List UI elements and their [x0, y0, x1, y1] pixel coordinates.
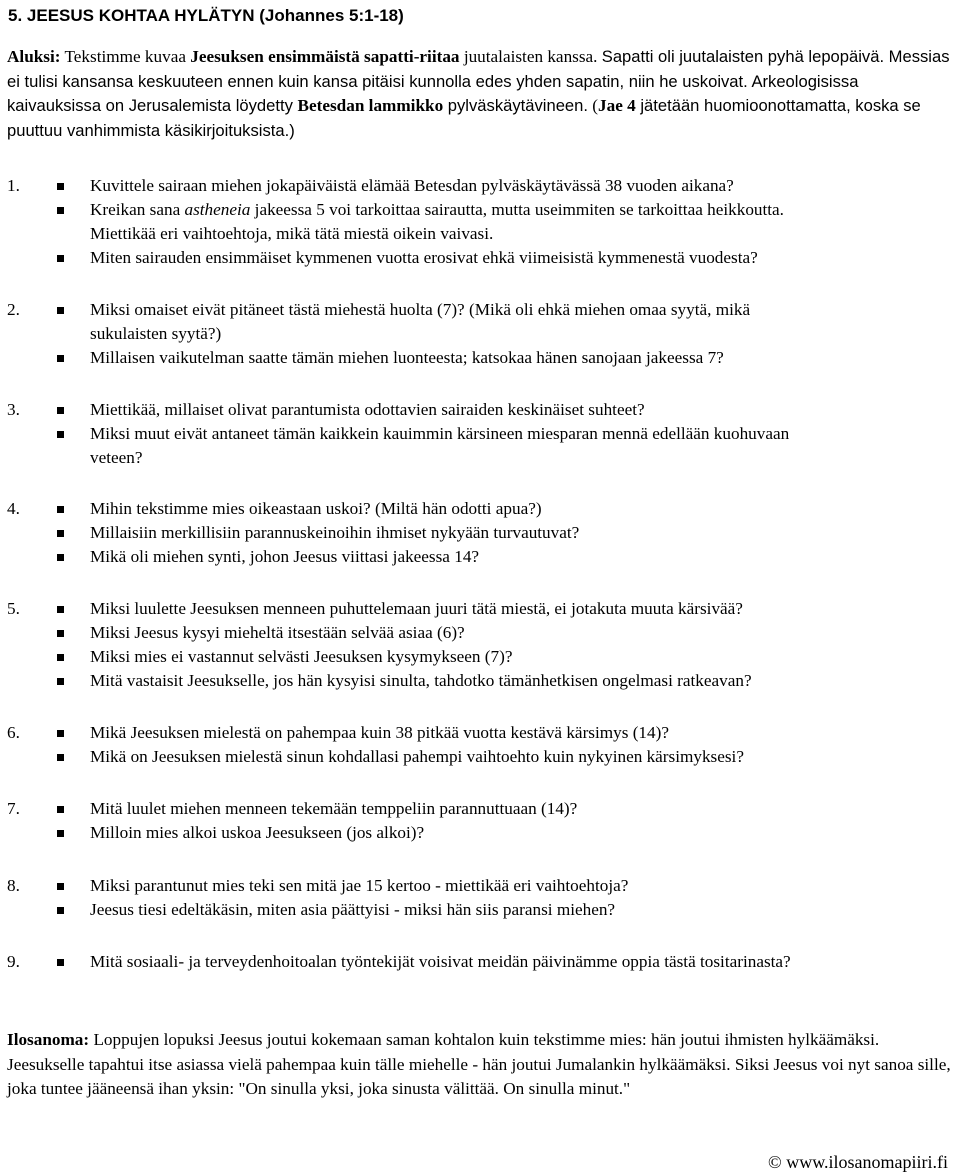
- square-bullet-icon: [57, 959, 64, 966]
- square-bullet-icon: [57, 606, 64, 613]
- intro-text: (: [588, 96, 599, 115]
- question-text: Jeesus tiesi edeltäkäsin, miten asia päättyisi - miksi hän siis paransi miehen?: [90, 900, 616, 919]
- question-text-part: Kreikan sana: [90, 200, 185, 219]
- question-number: 8.: [7, 876, 20, 895]
- question-text: Mitä vastaisit Jeesukselle, jos hän kysyisi sinulta, tahdotko tämänhetkisen ongelmasi ratkeavan?: [90, 671, 752, 690]
- question-text: sukulaisten syytä?): [90, 324, 222, 343]
- footer-copyright-link[interactable]: © www.ilosanomapiiri.fi: [768, 1152, 948, 1172]
- square-bullet-icon: [57, 654, 64, 661]
- question-text: veteen?: [90, 448, 143, 467]
- square-bullet-icon: [57, 183, 64, 190]
- question-text: Mihin tekstimme mies oikeastaan uskoi? (Miltä hän odotti apua?): [90, 499, 542, 518]
- question-text: Mikä Jeesuksen mielestä on pahempaa kuin 38 pitkää vuotta kestävä kärsimys (14)?: [90, 723, 669, 742]
- question-text: Miksi mies ei vastannut selvästi Jeesuksen kysymykseen (7)?: [90, 647, 513, 666]
- intro-sans-text: jätetään huomioonottamatta, koska se puuttuu vanhimmista käsikirjoituksista.): [7, 96, 921, 140]
- question-text: Miksi Jeesus kysyi mieheltä itsestään selvää asiaa (6)?: [90, 623, 465, 642]
- square-bullet-icon: [57, 806, 64, 813]
- square-bullet-icon: [57, 355, 64, 362]
- intro-sans-text: pylväskäytävineen.: [443, 96, 588, 115]
- question-number: 5.: [7, 599, 20, 618]
- question-text: Mikä oli miehen synti, johon Jeesus viittasi jakeessa 14?: [90, 547, 480, 566]
- square-bullet-icon: [57, 207, 64, 214]
- square-bullet-icon: [57, 431, 64, 438]
- square-bullet-icon: [57, 830, 64, 837]
- intro-bold-verse: Jae 4: [598, 96, 636, 115]
- question-number: 2.: [7, 300, 20, 319]
- question-number: 7.: [7, 799, 20, 818]
- square-bullet-icon: [57, 530, 64, 537]
- question-text: Miksi luulette Jeesuksen menneen puhuttelemaan juuri tätä miestä, ei jotakuta muuta kärsivää?: [90, 599, 743, 618]
- square-bullet-icon: [57, 907, 64, 914]
- question-text-part: jakeessa 5 voi tarkoittaa sairautta, mutta useimmiten se tarkoittaa heikkoutta.: [250, 200, 784, 219]
- question-text: Kuvittele sairaan miehen jokapäiväistä elämää Betesdan pylväskäytävässä 38 vuoden aikana?: [90, 176, 734, 195]
- question-text: Miksi omaiset eivät pitäneet tästä miehestä huolta (7)? (Mikä oli ehkä miehen omaa syytä, mikä: [90, 300, 751, 319]
- question-text: Millaisiin merkillisiin parannuskeinoihin ihmiset nykyään turvautuvat?: [90, 523, 580, 542]
- question-text: Miten sairauden ensimmäiset kymmenen vuotta erosivat ehkä viimeisistä kymmenestä vuodesta?: [90, 248, 758, 267]
- square-bullet-icon: [57, 407, 64, 414]
- question-text: Miksi muut eivät antaneet tämän kaikkein kauimmin kärsineen miesparan mennä edellään kuohuvaan: [90, 424, 790, 443]
- intro-label: Aluksi:: [7, 47, 61, 66]
- question-text: Mitä sosiaali- ja terveydenhoitoalan työntekijät voisivat meidän päivinämme oppia tästä tositarinasta?: [90, 952, 791, 971]
- square-bullet-icon: [57, 678, 64, 685]
- intro-text: Tekstimme kuvaa: [60, 47, 191, 66]
- intro-paragraph: [7, 45, 953, 143]
- good-news-label: Ilosanoma:: [7, 1030, 90, 1049]
- question-number: 6.: [7, 723, 20, 742]
- intro-text: juutalaisten kanssa.: [459, 47, 602, 66]
- question-text: Miksi parantunut mies teki sen mitä jae 15 kertoo - miettikää eri vaihtoehtoja?: [90, 876, 629, 895]
- question-text: Miettikää, millaiset olivat parantumista odottavien sairaiden keskinäiset suhteet?: [90, 400, 645, 419]
- question-text: [90, 198, 784, 222]
- question-number: 1.: [7, 176, 20, 195]
- square-bullet-icon: [57, 255, 64, 262]
- good-news-paragraph: [7, 1028, 953, 1102]
- question-text: Miettikää eri vaihtoehtoja, mikä tätä miestä oikein vaivasi.: [90, 224, 494, 243]
- square-bullet-icon: [57, 754, 64, 761]
- intro-bold-topic: Jeesuksen ensimmäistä sapatti-riitaa: [190, 47, 460, 66]
- square-bullet-icon: [57, 730, 64, 737]
- question-number: 9.: [7, 952, 20, 971]
- page-title: 5. JEESUS KOHTAA HYLÄTYN (Johannes 5:1-18): [8, 6, 404, 25]
- square-bullet-icon: [57, 630, 64, 637]
- question-text: Milloin mies alkoi uskoa Jeesukseen (jos alkoi)?: [90, 823, 425, 842]
- square-bullet-icon: [57, 307, 64, 314]
- question-number: 3.: [7, 400, 20, 419]
- question-text: Mikä on Jeesuksen mielestä sinun kohdallasi pahempi vaihtoehto kuin nykyinen kärsimyksesi?: [90, 747, 744, 766]
- intro-bold-pool: Betesdan lammikko: [297, 96, 444, 115]
- good-news-text: Loppujen lopuksi Jeesus joutui kokemaan saman kohtalon kuin tekstimme mies: hän joutui ihmisten hylkäämäksi. Jeesukselle tapahtui itse asiassa vielä pahempaa kuin tälle miehelle - hän joutui Jumalankin hylkäämäksi. Siksi Jeesus voi nyt sanoa sille, joka tuntee jääneensä ihan yksin: "On sinulla yksi, joka sinusta välittää. On sinulla minut.": [7, 1030, 951, 1098]
- question-text: Mitä luulet miehen menneen tekemään temppeliin parannuttuaan (14)?: [90, 799, 578, 818]
- square-bullet-icon: [57, 554, 64, 561]
- square-bullet-icon: [57, 506, 64, 513]
- square-bullet-icon: [57, 883, 64, 890]
- question-text: Millaisen vaikutelman saatte tämän miehen luonteesta; katsokaa hänen sanojaan jakeessa 7?: [90, 348, 724, 367]
- intro-sans-text: Sapatti oli juutalaisten pyhä lepopäivä. Messias ei tulisi kansansa keskuuteen ennen kuin kansa pitäisi kunnolla edes yhden sapatin, niin he uskoivat. Arkeologisissa kaivauksissa on Jerusalemista löydetty: [7, 47, 950, 115]
- question-number: 4.: [7, 499, 20, 518]
- greek-word: astheneia: [184, 200, 251, 219]
